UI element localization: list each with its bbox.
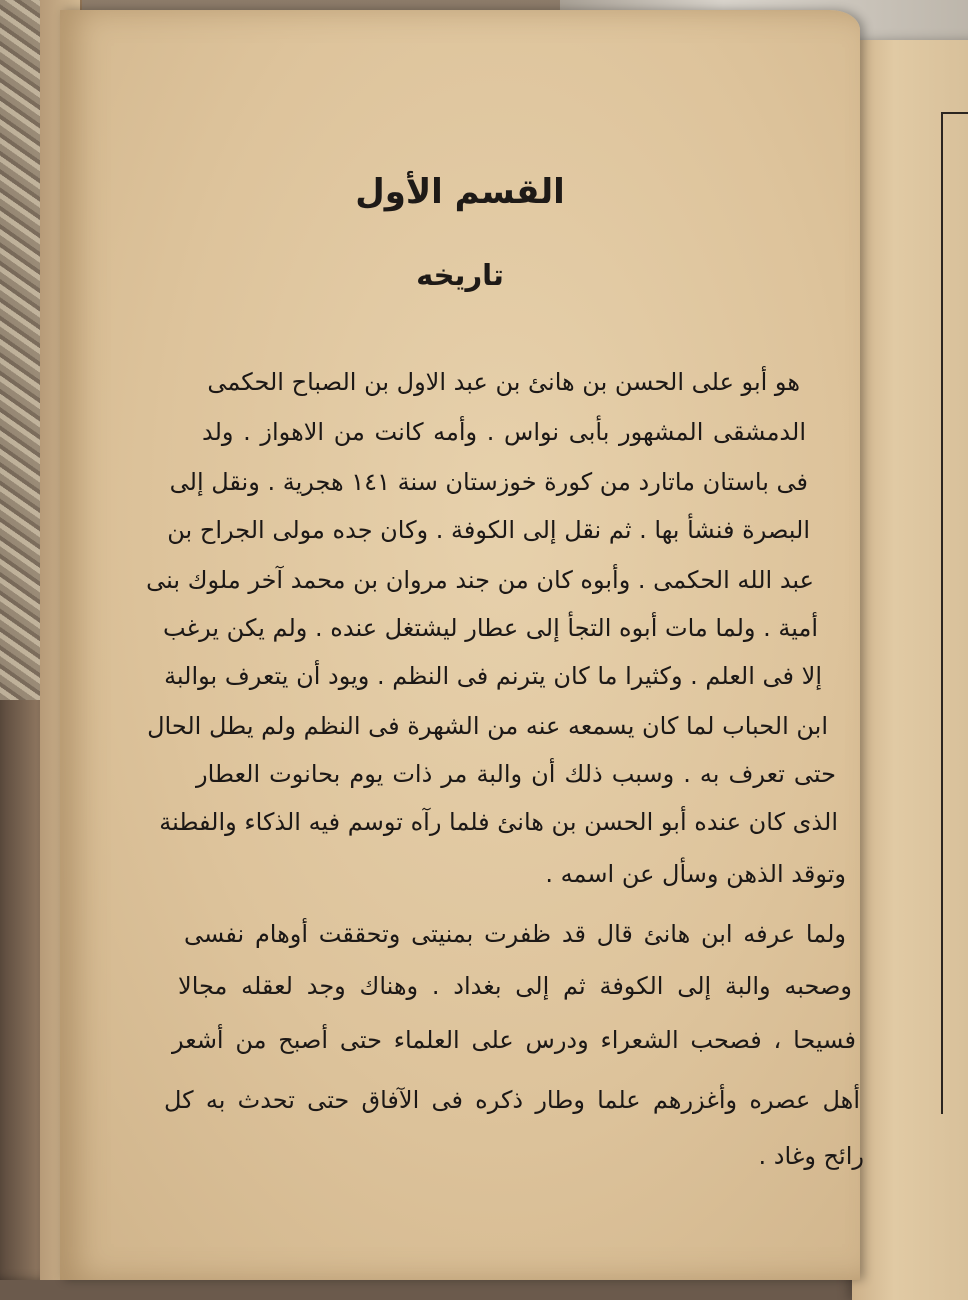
body-line: هو أبو على الحسن بن هانئ بن عبد الاول بن الصباح الحكمى [207, 368, 800, 396]
body-line: إلا فى العلم . وكثيرا ما كان يترنم فى النظم . ويود أن يتعرف بوالبة [164, 662, 822, 690]
section-title: القسم الأول [355, 172, 565, 212]
body-line: الدمشقى المشهور بأبى نواس . وأمه كانت من الاهواز . ولد [202, 418, 806, 446]
facing-page-frame [941, 112, 968, 1114]
body-line: فسيحا ، فصحب الشعراء ودرس على العلماء حتى أصبح من أشعر [172, 1026, 856, 1054]
body-line: البصرة فنشأ بها . ثم نقل إلى الكوفة . وكان جده مولى الجراح بن [167, 516, 810, 544]
body-line: فى باستان ماتارد من كورة خوزستان سنة ١٤١ هجرية . ونقل إلى [169, 468, 808, 496]
body-line: أهل عصره وأغزرهم علما وطار ذكره فى الآفاق حتى تحدث به كل [164, 1086, 860, 1114]
body-line: عبد الله الحكمى . وأبوه كان من جند مروان بن محمد آخر ملوك بنى [146, 566, 814, 594]
body-line: رائح وغاد . [758, 1142, 864, 1170]
body-line: ولما عرفه ابن هانئ قال قد ظفرت بمنيتى وتحققت أوهام نفسى [184, 920, 846, 948]
body-line: أمية . ولما مات أبوه التجأ إلى عطار ليشتغل عنده . ولم يكن يرغب [163, 614, 818, 642]
body-line: وصحبه والبة إلى الكوفة ثم إلى بغداد . وهناك وجد لعقله مجالا [178, 972, 852, 1000]
book-page [60, 10, 860, 1280]
body-line: الذى كان عنده أبو الحسن بن هانئ فلما رآه توسم فيه الذكاء والفطنة [159, 808, 838, 836]
chapter-title: تاريخه [416, 258, 504, 292]
body-line: حتى تعرف به . وسبب ذلك أن والبة مر ذات يوم بحانوت العطار [196, 760, 836, 788]
body-line: ابن الحباب لما كان يسمعه عنه من الشهرة فى النظم ولم يطل الحال [147, 712, 828, 740]
body-line: وتوقد الذهن وسأل عن اسمه . [545, 860, 846, 888]
